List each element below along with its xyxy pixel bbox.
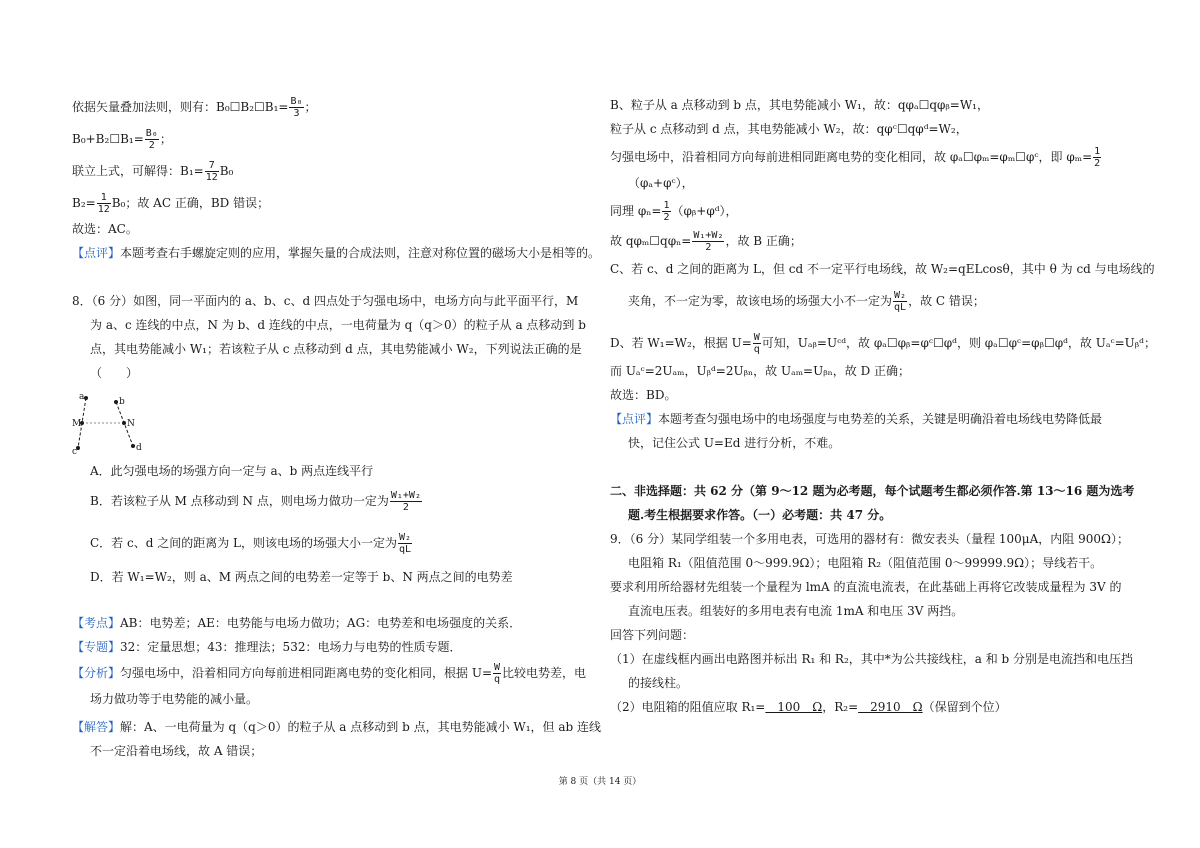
text: 联立上式，可解得：B₁= bbox=[72, 164, 204, 178]
jieda-line-2: 不一定沿着电场线，故 A 错误； bbox=[90, 744, 263, 758]
kaodian-line bbox=[72, 614, 521, 632]
question-9-part-1: （1）在虚线框内画出电路图并标出 R₁ 和 R₂，其中*为公共接线柱，a 和 b 分别是电流挡和电压挡 bbox=[610, 652, 1134, 666]
label-a: a bbox=[79, 392, 85, 402]
comment-line bbox=[610, 410, 1102, 428]
option-c bbox=[90, 532, 413, 555]
text: ； bbox=[159, 132, 172, 146]
text: B₀+B₂☐B₁= bbox=[72, 132, 144, 146]
question-8-line-1: 8．（6 分）如图，同一平面内的 a、b、c、d 四点处于匀强电场中，电场方向与此平面平行，M bbox=[72, 294, 579, 308]
fraction bbox=[145, 128, 159, 151]
fraction bbox=[493, 662, 501, 685]
numerator: 1 bbox=[663, 200, 670, 211]
text: ，故 C 错误； bbox=[908, 294, 985, 308]
point-n bbox=[122, 421, 126, 425]
text: 比较电势差，电 bbox=[502, 666, 587, 680]
solution-d-line-1 bbox=[610, 332, 1156, 355]
denominator: 2 bbox=[705, 242, 712, 253]
option-a: A．此匀强电场的场强方向一定与 a、b 两点连线平行 bbox=[90, 464, 374, 478]
eq-line-3 bbox=[72, 160, 233, 183]
text: B₀ bbox=[219, 164, 234, 178]
denominator: q bbox=[494, 674, 501, 685]
numerator: 1 bbox=[97, 192, 111, 204]
kaodian-tag: 【考点】 bbox=[72, 616, 121, 630]
denominator: qL bbox=[399, 544, 412, 555]
question-9-line-5: 回答下列问题： bbox=[610, 628, 695, 642]
numerator: W₁+W₂ bbox=[390, 490, 421, 501]
denominator: 3 bbox=[293, 108, 300, 119]
eq-line-1 bbox=[72, 96, 317, 119]
jieda-text: 解：A、一电荷量为 q（q＞0）的粒子从 a 点移动到 b 点，其电势能减小 W₁，但 ab 连线 bbox=[120, 720, 602, 734]
comment-tag: 【点评】 bbox=[610, 412, 659, 426]
label-b: b bbox=[119, 397, 125, 407]
numerator: B₀ bbox=[290, 96, 303, 107]
fraction bbox=[662, 200, 670, 223]
section-2-heading: 二、非选择题：共 62 分（第 9～12 题为必考题，每个试题考生都必须作答.第 13～16 题为选考 bbox=[610, 484, 1135, 498]
question-8-line-2: 为 a、c 连线的中点，N 为 b、d 连线的中点，一电荷量为 q（q＞0）的粒子从 a 点移动到 b bbox=[90, 318, 586, 332]
numerator: W bbox=[494, 662, 501, 673]
question-8-line-4: （ ） bbox=[90, 366, 139, 380]
question-9-line-1: 9．（6 分）某同学组装一个多用电表，可选用的器材有：微安表头（量程 100μA，内阻 900Ω）； bbox=[610, 532, 1129, 546]
eq-line-4 bbox=[72, 192, 269, 215]
eq-line-2 bbox=[72, 128, 172, 151]
fraction bbox=[893, 290, 907, 313]
text: C．若 c、d 之间的距离为 L，则该电场的场强大小一定为 bbox=[90, 536, 397, 550]
fraction bbox=[1093, 146, 1101, 169]
numerator: 1 bbox=[1094, 146, 1101, 157]
answer-r2: 2910 Ω bbox=[858, 700, 923, 714]
question-8-line-3: 点，其电势能减小 W₁；若该粒子从 c 点移动到 d 点，其电势能减小 W₂，下列说法正确的是 bbox=[90, 342, 582, 356]
text: B₂= bbox=[72, 196, 96, 210]
text: 故 qφₘ☐qφₙ= bbox=[610, 234, 692, 248]
comment-line bbox=[72, 244, 600, 262]
denominator: 12 bbox=[97, 204, 110, 215]
point-d bbox=[131, 444, 135, 448]
text: 依据矢量叠加法则，则有：B₀☐B₂☐B₁= bbox=[72, 100, 289, 114]
fraction bbox=[97, 192, 111, 215]
numerator: W bbox=[753, 332, 760, 343]
fraction bbox=[390, 490, 422, 513]
text: B₀；故 AC 正确，BD 错误； bbox=[111, 196, 270, 210]
solution-b-line-5 bbox=[610, 200, 738, 223]
label-d: d bbox=[136, 443, 142, 453]
zhuanti-line bbox=[72, 638, 461, 656]
solution-b-line-2: 粒子从 c 点移动到 d 点，其电势能减小 W₂，故：qφᶜ☐qφᵈ=W₂， bbox=[610, 122, 968, 136]
numerator: 7 bbox=[205, 160, 219, 172]
comment-tag: 【点评】 bbox=[72, 246, 121, 260]
denominator: qL bbox=[894, 302, 907, 313]
text: ，故 B 正确； bbox=[725, 234, 802, 248]
denominator: 2 bbox=[148, 140, 155, 151]
comment-text: 本题考查右手螺旋定则的应用，掌握矢量的合成法则，注意对称位置的磁场大小是相等的。 bbox=[120, 246, 601, 260]
numerator: B₀ bbox=[145, 128, 158, 139]
comment-line-2: 快，记住公式 U=Ed 进行分析，不难。 bbox=[628, 436, 841, 450]
field-diagram bbox=[72, 388, 152, 458]
text: 匀强电场中，沿着相同方向每前进相同距离电势的变化相同，根据 U= bbox=[120, 666, 493, 680]
fraction bbox=[289, 96, 303, 119]
answer-line: 故选：AC。 bbox=[72, 222, 138, 236]
denominator: 12 bbox=[205, 172, 218, 183]
fenxi-line-2: 场力做功等于电势能的减小量。 bbox=[90, 692, 259, 706]
denominator: 2 bbox=[402, 502, 409, 513]
label-c: c bbox=[72, 447, 78, 457]
text: 同理 φₙ= bbox=[610, 204, 662, 218]
kaodian-text: AB：电势差；AE：电势能与电场力做功；AG：电势差和电场强度的关系． bbox=[120, 616, 522, 630]
comment-text: 本题考查匀强电场中的电场强度与电势差的关系，关键是明确沿着电场线电势降低最 bbox=[658, 412, 1103, 426]
answer-r1: 100 Ω bbox=[765, 700, 823, 714]
text: （φᵦ+φᵈ）， bbox=[671, 204, 738, 218]
text: 可知，Uₐᵦ=Uᶜᵈ，故 φₐ☐φᵦ=φᶜ☐φᵈ，则 φₐ☐φᶜ=φᵦ☐φᵈ，故 Uₐᶜ=Uᵦᵈ； bbox=[761, 336, 1156, 350]
denominator: 2 bbox=[663, 212, 670, 223]
solution-b-line-3 bbox=[610, 146, 1102, 169]
denominator: q bbox=[753, 344, 760, 355]
denominator: 2 bbox=[1094, 158, 1101, 169]
text: ，R₂= bbox=[822, 700, 859, 714]
option-d: D．若 W₁=W₂，则 a、M 两点之间的电势差一定等于 b、N 两点之间的电势差 bbox=[90, 570, 513, 584]
jieda-tag: 【解答】 bbox=[72, 720, 121, 734]
question-9-part-1-cont: 的接线柱。 bbox=[628, 676, 689, 690]
point-b bbox=[114, 400, 118, 404]
text: ； bbox=[304, 100, 317, 114]
fenxi-tag: 【分析】 bbox=[72, 666, 121, 680]
jieda-line bbox=[72, 718, 601, 736]
fraction bbox=[692, 230, 724, 253]
fenxi-line bbox=[72, 662, 586, 685]
zhuanti-tag: 【专题】 bbox=[72, 640, 121, 654]
question-9-line-2: 电阻箱 R₁（阻值范围 0～999.9Ω）；电阻箱 R₂（阻值范围 0～99999.9Ω）；导线若干。 bbox=[628, 556, 1103, 570]
question-9-part-2 bbox=[610, 698, 1007, 716]
question-9-line-4: 直流电压表。组装好的多用电表有电流 1mA 和电压 3V 两挡。 bbox=[628, 604, 964, 618]
option-b bbox=[90, 490, 423, 513]
fraction bbox=[753, 332, 761, 355]
text: D、若 W₁=W₂，根据 U= bbox=[610, 336, 752, 350]
fraction bbox=[205, 160, 219, 183]
question-9-line-3: 要求利用所给器材先组装一个量程为 lmA 的直流电流表，在此基础上再将它改装成量程为 3V 的 bbox=[610, 580, 1122, 594]
page-footer: 第 8 页（共 14 页） bbox=[558, 777, 642, 787]
label-m: M bbox=[72, 419, 82, 429]
numerator: W₁+W₂ bbox=[693, 230, 724, 241]
solution-b-line-4: （φₐ+φᶜ）， bbox=[628, 176, 694, 190]
solution-c-line-2 bbox=[628, 290, 985, 313]
fraction bbox=[398, 532, 412, 555]
text: （2）电阻箱的阻值应取 R₁= bbox=[610, 700, 766, 714]
numerator: W₂ bbox=[399, 532, 412, 543]
solution-d-line-2: 而 Uₐᶜ=2Uₐₘ，Uᵦᵈ=2Uᵦₙ，故 Uₐₘ=Uᵦₙ，故 D 正确； bbox=[610, 364, 911, 378]
solution-b-line-1: B、粒子从 a 点移动到 b 点，其电势能减小 W₁，故：qφₐ☐qφᵦ=W₁， bbox=[610, 98, 989, 112]
point-a bbox=[84, 396, 88, 400]
text: B．若该粒子从 M 点移动到 N 点，则电场力做功一定为 bbox=[90, 494, 389, 508]
answer-line: 故选：BD。 bbox=[610, 388, 677, 402]
text: 匀强电场中，沿着相同方向每前进相同距离电势的变化相同，故 φₐ☐φₘ=φₘ☐φᶜ，即 φₘ= bbox=[610, 150, 1093, 164]
section-2-subheading: 题.考生根据要求作答。（一）必考题：共 47 分。 bbox=[628, 508, 892, 522]
text: 夹角，不一定为零，故该电场的场强大小不一定为 bbox=[628, 294, 893, 308]
text: （保留到个位） bbox=[922, 700, 1007, 714]
solution-b-line-6 bbox=[610, 230, 802, 253]
zhuanti-text: 32：定量思想；43：推理法；532：电场力与电势的性质专题． bbox=[120, 640, 462, 654]
solution-c-line-1: C、若 c、d 之间的距离为 L，但 cd 不一定平行电场线，故 W₂=qELcosθ，其中 θ 为 cd 与电场线的 bbox=[610, 262, 1155, 276]
numerator: W₂ bbox=[894, 290, 907, 301]
label-n: N bbox=[127, 419, 135, 429]
